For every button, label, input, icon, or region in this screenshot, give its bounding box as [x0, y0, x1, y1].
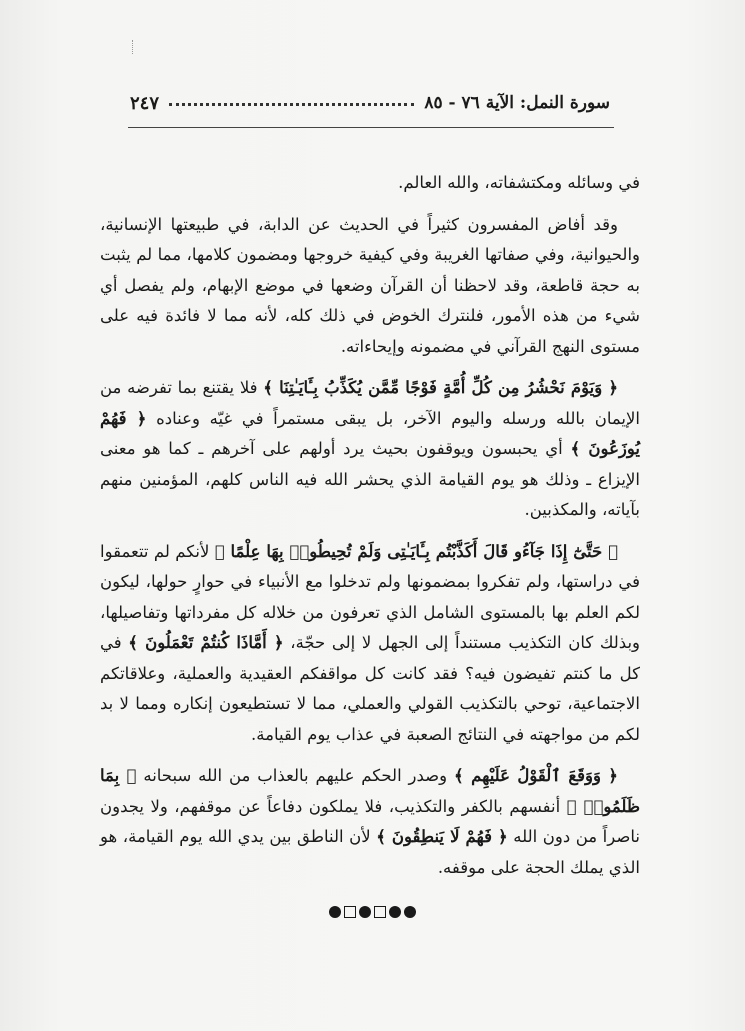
- quran-verse: ﴿ فَهُمْ يُوزَعُونَ ﴾: [100, 408, 641, 458]
- paragraph: [100, 210, 640, 363]
- dot-leaders: [169, 95, 414, 106]
- quran-verse: ﴿ بِمَا ظَلَمُوا۟ ﴾: [100, 766, 641, 816]
- ornament-square: [374, 906, 386, 918]
- quran-verse: ﴿ حَتَّىٰٓ إِذَا جَآءُو قَالَ أَكَذَّبْتُم بِـَٔايَـٰتِى وَلَمْ تُحِيطُوا۟ بِهَا عِلْمًا ﴾: [214, 541, 618, 561]
- ornament-dot: [359, 906, 371, 918]
- commentary-text: وصدر الحكم عليهم بالعذاب من الله سبحانه: [136, 766, 455, 785]
- running-title: سورة النمل: الآية ٧٦ - ٨٥: [424, 93, 610, 113]
- commentary-text: في وسائله ومكتشفاته، والله العالم.: [398, 173, 640, 192]
- commentary-text: وقد أفاض المفسرون كثيراً في الحديث عن الدابة، في طبيعتها الإنسانية، والحيوانية، وفي صفاتها الغريبة وفي كيفية خروجها ومضمون كلامها، مما لم يثبت به حجة قاطعة، وقد لاحظنا أن القرآن وضعها في موضع الإبهام، ولم يفصل أي شيء من هذه الأمور، فلنترك الخوض في ذلك كله، لأنه مما لا فائدة فيه على مستوى النهج القرآني في مضمونه وإيحاءاته.: [100, 214, 640, 356]
- ornament-square: [344, 906, 356, 918]
- paragraph: [100, 373, 640, 526]
- quran-verse: ﴿ أَمَّاذَا كُنتُمْ تَعْمَلُونَ ﴾: [128, 633, 284, 652]
- commentary-text: في كل ما كنتم تفيضون فيه؟ فقد كانت كل مواقفكم العقيدية والعملية، وعلاقاتكم الاجتماعية، توحي بالتكذيب القولي والعملي، مما لا تستطيعون إنكاره ومما لا بد لكم من مواجهته في النتائج الصعبة في عذاب يوم القيامة.: [100, 633, 640, 744]
- scan-mark: [132, 40, 135, 54]
- ornament-dot: [329, 906, 341, 918]
- paragraph: [100, 537, 640, 751]
- header-rule: [128, 127, 614, 128]
- paragraph: [100, 761, 640, 883]
- section-end-ornament: [0, 906, 745, 918]
- ornament-dot: [404, 906, 416, 918]
- commentary-text: لأن الناطق بين يدي الله يوم القيامة، هو الذي يملك الحجة على موقفه.: [100, 827, 640, 877]
- quran-verse: ﴿ فَهُمْ لَا يَنطِقُونَ ﴾: [376, 827, 508, 846]
- quran-verse: ﴿ وَيَوْمَ نَحْشُرُ مِن كُلِّ أُمَّةٍ فَوْجًا مِّمَّن يُكَذِّبُ بِـَٔايَـٰتِنَا ﴾: [263, 378, 618, 397]
- commentary-text: أي يحبسون ويوقفون بحيث يرد أولهم على آخرهم ـ كما هو معنى الإيزاع ـ وذلك هو يوم القيامة الذي يحشر الله فيه الناس كلهم، المؤمنين منهم بآياته، والمكذبين.: [100, 439, 640, 519]
- body-text: [100, 168, 640, 894]
- quran-verse: ﴿ وَوَقَعَ ٱلْقَوْلُ عَلَيْهِم ﴾: [454, 766, 618, 785]
- commentary-text: أنفسهم بالكفر والتكذيب، فلا يملكون دفاعاً عن موقفهم، ولا يجدون ناصراً من دون الله: [100, 796, 640, 846]
- page-number: ٢٤٧: [130, 92, 160, 114]
- ornament-dot: [389, 906, 401, 918]
- commentary-text: لأنكم لم تتعمقوا في دراستها، ولم تفكروا بمضمونها ولم تدخلوا مع الأنبياء في حوارٍ حولها، ليكون لكم العلم بها بالمستوى الشامل الذي تعرفون من خلاله كل مفرداتها وتفاصيلها، وبذلك كان التكذيب مستنداً إلى الجهل لا إلى حجّة،: [100, 541, 641, 652]
- paragraph: [100, 168, 640, 199]
- commentary-text: فلا يقتنع بما تفرضه من الإيمان بالله ورسله واليوم الآخر، بل يبقى مستمراً في غيّه وعناده: [100, 378, 640, 428]
- page-header: [130, 88, 610, 118]
